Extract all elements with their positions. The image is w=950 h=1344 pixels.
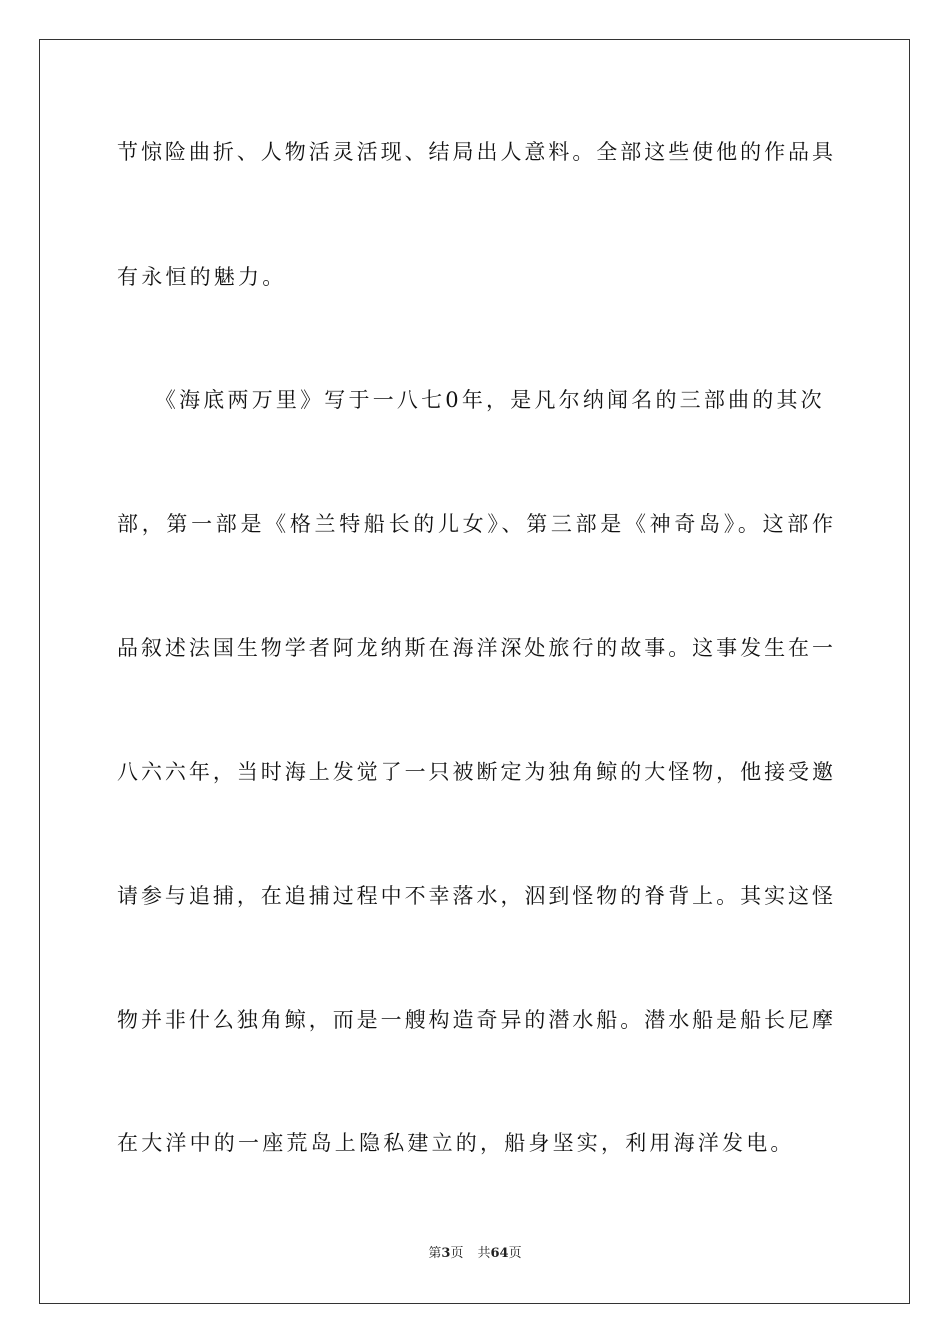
total-pages: 64: [490, 1246, 509, 1261]
text-line-9: 在大洋中的一座荒岛上隐私建立的，船身坚实，利用海洋发电。: [117, 1131, 795, 1155]
text-line-8: 物并非什么独角鲸，而是一艘构造奇异的潜水船。潜水船是船长尼摩: [117, 1008, 833, 1032]
page-prefix: 第: [428, 1246, 442, 1261]
text-line-7: 请参与追捕，在追捕过程中不幸落水，泅到怪物的脊背上。其实这怪: [117, 884, 833, 908]
total-suffix: 页: [508, 1246, 522, 1261]
text-line-6: 八六六年，当时海上发觉了一只被断定为独角鲸的大怪物，他接受邀: [117, 760, 833, 784]
text-line-1: 节惊险曲折、人物活灵活现、结局出人意料。全部这些使他的作品具: [117, 140, 833, 164]
page-footer: [0, 1245, 950, 1263]
page-number: 3: [441, 1246, 451, 1261]
text-line-2: 有永恒的魅力。: [117, 265, 287, 289]
page-border: [39, 39, 910, 1304]
text-line-5: 品叙述法国生物学者阿龙纳斯在海洋深处旅行的故事。这事发生在一: [117, 636, 833, 660]
total-prefix: 共: [477, 1246, 491, 1261]
page-suffix: 页: [450, 1246, 464, 1261]
text-line-4: 部，第一部是《格兰特船长的儿女》、第三部是《神奇岛》。这部作: [117, 512, 833, 536]
text-line-3: 《海底两万里》写于一八七0年，是凡尔纳闻名的三部曲的其次: [117, 388, 825, 412]
